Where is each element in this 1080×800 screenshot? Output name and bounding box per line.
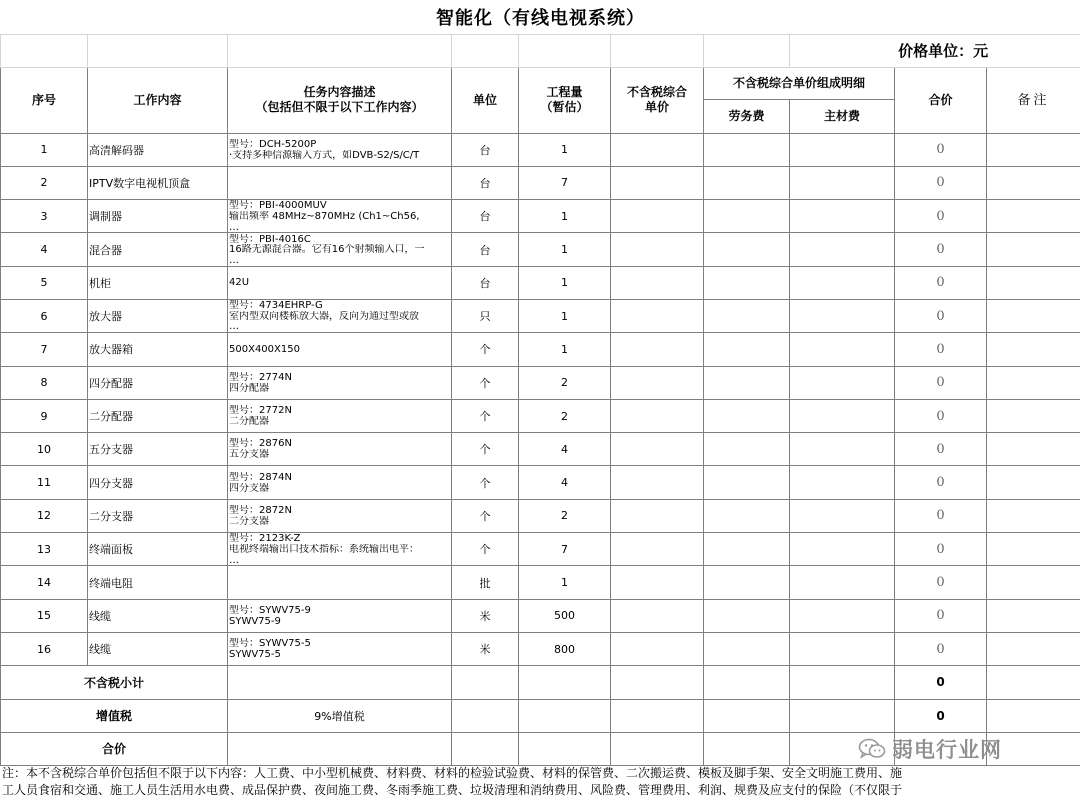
row-unit-price [611,466,704,499]
row-remark [987,366,1080,399]
row-unit-price [611,233,704,266]
row-desc-line: 五分支器 [229,449,269,461]
footnote-line: 工人员食宿和交通、施工人员生活用水电费、成品保护费、夜间施工费、冬雨季施工费、垃圾清理和消纳费用、风险费、管理费用、利润、规费及应支付的保险（不仅限于 [2,783,903,797]
row-unit-price [611,133,704,166]
row-seq: 13 [1,533,88,566]
grand-cell [228,732,452,765]
row-unit: 台 [452,166,519,199]
row-remark [987,499,1080,532]
row-desc-line: SYWV75-5 [229,649,281,661]
row-work: 调制器 [88,200,228,233]
vat-rate: 9%增值税 [228,699,452,732]
table-row [1,266,1080,299]
header-qty-line2: （暂估） [540,100,589,114]
row-remark [987,333,1080,366]
header-qty [519,67,611,133]
row-work: 四分配器 [88,366,228,399]
row-desc-line: 型号：2772N [229,405,292,417]
row-labor [704,499,790,532]
row-seq: 3 [1,200,88,233]
row-seq: 15 [1,599,88,632]
row-unit-price [611,566,704,599]
footnote [0,765,1080,800]
table-row [1,299,1080,332]
row-total: 0 [895,366,987,399]
row-work: 线缆 [88,599,228,632]
row-desc [228,533,452,566]
row-material [790,599,895,632]
grand-cell [519,732,611,765]
row-seq: 14 [1,566,88,599]
header-desc-line2: （包括但不限于以下工作内容） [255,100,424,114]
row-desc-line: 四分配器 [229,382,269,394]
row-desc [228,133,452,166]
subtotal-total: 0 [895,666,987,699]
table-row [1,566,1080,599]
row-desc [228,466,452,499]
row-labor [704,133,790,166]
row-labor [704,466,790,499]
row-work: 机柜 [88,266,228,299]
table-row [1,166,1080,199]
subtotal-cell [704,666,790,699]
row-work: 五分支器 [88,433,228,466]
row-work: 线缆 [88,632,228,665]
row-work: 高清解码器 [88,133,228,166]
grand-cell [611,732,704,765]
subtotal-cell [228,666,452,699]
row-seq: 16 [1,632,88,665]
row-material [790,366,895,399]
row-qty: 4 [519,466,611,499]
header-unit: 单位 [452,67,519,133]
row-material [790,466,895,499]
row-total: 0 [895,433,987,466]
row-total: 0 [895,533,987,566]
row-seq: 5 [1,266,88,299]
row-desc-line: 型号：2123K-Z [229,533,301,544]
row-qty: 7 [519,166,611,199]
row-desc [228,233,452,266]
vat-cell [704,699,790,732]
row-qty: 2 [519,399,611,432]
vat-cell [611,699,704,732]
row-seq: 11 [1,466,88,499]
row-material [790,499,895,532]
row-unit-price [611,599,704,632]
row-qty: 1 [519,200,611,233]
row-unit: 批 [452,566,519,599]
row-desc-line: 电视终端输出口技术指标：系统输出电平： [229,543,419,555]
grand-cell [704,732,790,765]
row-desc-line: 42U [229,277,250,289]
row-desc [228,200,452,233]
row-material [790,533,895,566]
row-desc-line: 型号：SYWV75-5 [229,638,311,650]
table-row [1,599,1080,632]
row-desc-line: 16路无源混合器。它有16个射频输入口，一 [229,244,425,255]
row-desc-line: 四分支器 [229,482,269,494]
row-seq: 10 [1,433,88,466]
row-labor [704,266,790,299]
row-desc [228,632,452,665]
table-row [1,533,1080,566]
vat-row [1,699,1080,732]
row-qty: 4 [519,433,611,466]
row-qty: 500 [519,599,611,632]
row-labor [704,632,790,665]
grand-cell [452,732,519,765]
row-desc [228,566,452,599]
subtotal-cell [611,666,704,699]
row-unit: 个 [452,399,519,432]
row-work: 终端面板 [88,533,228,566]
header-labor: 劳务费 [704,99,790,133]
row-desc-line: 二分支器 [229,515,269,527]
row-total: 0 [895,299,987,332]
row-total: 0 [895,266,987,299]
row-work: 四分支器 [88,466,228,499]
row-unit: 个 [452,499,519,532]
row-unit: 个 [452,466,519,499]
row-seq: 1 [1,133,88,166]
row-unit: 只 [452,299,519,332]
row-remark [987,266,1080,299]
row-total: 0 [895,566,987,599]
subtotal-cell [519,666,611,699]
subtotal-remark [987,666,1080,699]
row-unit: 个 [452,333,519,366]
header-qty-line1: 工程量 [546,85,583,99]
row-labor [704,366,790,399]
row-remark [987,533,1080,566]
row-qty: 1 [519,233,611,266]
row-remark [987,233,1080,266]
header-total: 合价 [895,67,987,133]
row-desc [228,266,452,299]
row-work: 终端电阻 [88,566,228,599]
row-desc-line: 输出频率 48MHz~870MHz (Ch1~Ch56, [229,210,420,222]
watermark [858,734,1002,764]
row-unit: 台 [452,133,519,166]
row-unit-price [611,200,704,233]
row-remark [987,566,1080,599]
table-row [1,399,1080,432]
header-unit-price-line1: 不含税综合 [626,85,687,99]
row-total: 0 [895,499,987,532]
row-remark [987,133,1080,166]
row-remark [987,166,1080,199]
row-labor [704,566,790,599]
row-desc-line: … [229,321,239,333]
row-desc [228,366,452,399]
row-desc-line: … [229,554,239,566]
row-total: 0 [895,399,987,432]
watermark-text: 弱电行业网 [892,738,1002,762]
table-row [1,200,1080,233]
row-desc-line: 室内型双向楼栋放大器，反向为通过型或放 [229,310,419,322]
row-labor [704,433,790,466]
row-qty: 1 [519,566,611,599]
row-total: 0 [895,599,987,632]
row-unit: 米 [452,632,519,665]
row-unit: 台 [452,200,519,233]
row-material [790,233,895,266]
row-labor [704,599,790,632]
row-qty: 1 [519,266,611,299]
row-seq: 12 [1,499,88,532]
row-seq: 6 [1,299,88,332]
row-unit-price [611,399,704,432]
row-labor [704,200,790,233]
row-unit: 台 [452,233,519,266]
row-remark [987,299,1080,332]
vat-label: 增值税 [1,699,228,732]
row-material [790,632,895,665]
row-unit: 米 [452,599,519,632]
page-title: 智能化（有线电视系统） [436,7,646,29]
row-seq: 9 [1,399,88,432]
row-desc-line: 型号：PBI-4000MUV [229,200,327,211]
row-qty: 800 [519,632,611,665]
row-unit-price [611,499,704,532]
row-remark [987,200,1080,233]
row-desc-line: 二分配器 [229,416,269,428]
row-labor [704,233,790,266]
row-material [790,299,895,332]
row-labor [704,333,790,366]
header-unit-price-line2: 单价 [644,100,669,114]
row-material [790,433,895,466]
table-row [1,632,1080,665]
row-total: 0 [895,233,987,266]
table-row [1,466,1080,499]
vat-cell [452,699,519,732]
row-work: 放大器 [88,299,228,332]
row-total: 0 [895,200,987,233]
grand-total-label: 合价 [1,732,228,765]
vat-cell [790,699,895,732]
row-qty: 1 [519,333,611,366]
row-material [790,166,895,199]
row-unit-price [611,366,704,399]
row-qty: 1 [519,299,611,332]
table-row [1,499,1080,532]
row-remark [987,399,1080,432]
row-desc-line: 型号：2876N [229,438,292,450]
table-row [1,133,1080,166]
row-desc [228,433,452,466]
row-seq: 4 [1,233,88,266]
row-material [790,399,895,432]
row-qty: 2 [519,499,611,532]
row-work: 二分配器 [88,399,228,432]
row-labor [704,533,790,566]
header-material: 主材费 [790,99,895,133]
vat-total: 0 [895,699,987,732]
row-desc [228,399,452,432]
header-unit-price [611,67,704,133]
row-total: 0 [895,466,987,499]
row-unit-price [611,533,704,566]
header-desc [228,67,452,133]
row-total: 0 [895,133,987,166]
row-work: 放大器箱 [88,333,228,366]
header-seq: 序号 [1,67,88,133]
row-desc [228,499,452,532]
row-qty: 7 [519,533,611,566]
table-row [1,233,1080,266]
row-labor [704,399,790,432]
row-qty: 1 [519,133,611,166]
row-desc [228,299,452,332]
row-desc-line: 型号：2874N [229,471,292,483]
vat-cell [519,699,611,732]
row-total: 0 [895,333,987,366]
table-row [1,366,1080,399]
row-material [790,566,895,599]
row-unit-price [611,433,704,466]
row-unit: 台 [452,266,519,299]
row-work: 混合器 [88,233,228,266]
row-seq: 8 [1,366,88,399]
row-desc-line: SYWV75-9 [229,615,281,627]
subtotal-label: 不含税小计 [1,666,228,699]
row-desc-line: 型号：2774N [229,371,292,383]
row-desc-line: 型号：DCH-5200P [229,138,317,150]
row-desc-line: 500X400X150 [229,343,300,355]
row-work: 二分支器 [88,499,228,532]
row-material [790,333,895,366]
row-remark [987,433,1080,466]
row-desc-line: ·支持多种信源输入方式，如DVB-S2/S/C/T [229,149,420,161]
row-desc [228,333,452,366]
row-material [790,266,895,299]
subtotal-cell [452,666,519,699]
row-desc-line: 型号：SYWV75-9 [229,604,311,616]
header-work: 工作内容 [88,67,228,133]
row-material [790,200,895,233]
row-seq: 7 [1,333,88,366]
row-unit-price [611,333,704,366]
subtotal-cell [790,666,895,699]
header-remark: 备注 [987,67,1080,133]
row-desc-line: … [229,221,239,233]
row-desc [228,599,452,632]
row-work: IPTV数字电视机顶盒 [88,166,228,199]
table-row [1,333,1080,366]
row-remark [987,632,1080,665]
row-unit: 个 [452,533,519,566]
header-breakdown: 不含税综合单价组成明细 [704,67,895,99]
table-row [1,433,1080,466]
row-remark [987,466,1080,499]
footnote-line: 注：本不含税综合单价包括但不限于以下内容：人工费、中小型机械费、材料费、材料的检验试验费、材料的保管费、二次搬运费、模板及脚手架、安全文明施工费用、施 [2,766,903,780]
row-remark [987,599,1080,632]
row-desc-line: … [229,254,239,266]
row-unit: 个 [452,366,519,399]
row-labor [704,166,790,199]
row-unit: 个 [452,433,519,466]
row-material [790,133,895,166]
row-qty: 2 [519,366,611,399]
row-desc-line: 型号：2872N [229,504,292,516]
header-desc-line1: 任务内容描述 [303,85,376,99]
vat-remark [987,699,1080,732]
row-seq: 2 [1,166,88,199]
row-unit-price [611,166,704,199]
row-desc-line: 型号：PBI-4016C [229,233,311,245]
price-unit-label: 价格单位：元 [790,34,1080,67]
row-desc-line: 型号：4734EHRP-G [229,300,323,311]
row-unit-price [611,299,704,332]
row-total: 0 [895,632,987,665]
subtotal-row [1,666,1080,699]
row-unit-price [611,632,704,665]
wechat-icon [858,737,886,761]
row-desc [228,166,452,199]
row-total: 0 [895,166,987,199]
row-labor [704,299,790,332]
row-unit-price [611,266,704,299]
